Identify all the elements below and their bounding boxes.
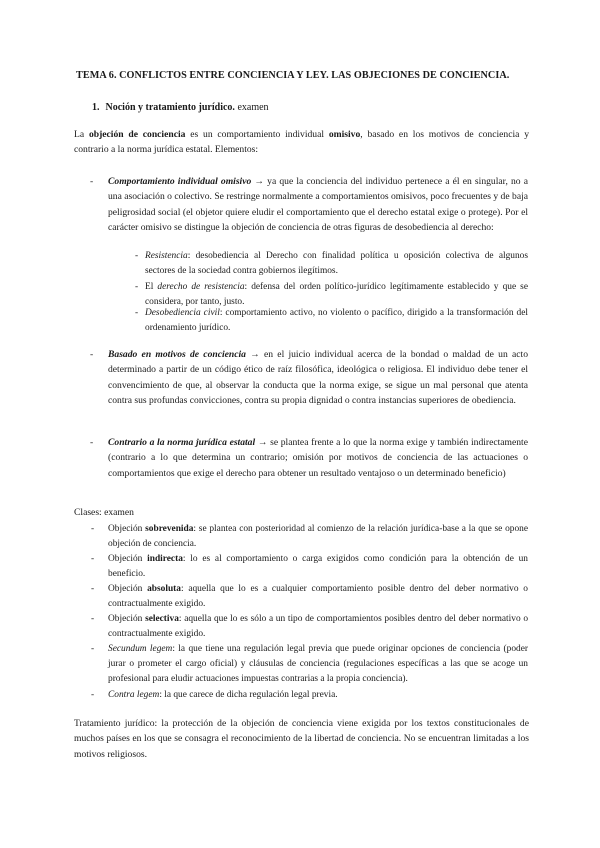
clase-item: - Objeción absoluta: aquella que lo es a cualquier comportamiento posible dentro del deber normativo o contractualmente exigido.: [91, 584, 528, 610]
element-bullet: - Basado en motivos de conciencia → en el juicio individual acerca de la bondad o maldad de un acto determinado a partir de un código ético de raíz filosófica, ideológica o religiosa. El individuo debe tener el convencimiento de que, al observar la conducta que la norma exige, se sigue un mal personal que atenta contra sus profundas convicciones, contra su propia dignidad o contra instancias superiores de obediencia.: [90, 349, 528, 407]
section-heading: [92, 102, 269, 113]
clase-item: - Contra legem: la que carece de dicha regulación legal previa.: [91, 690, 338, 700]
element-bullet: - Comportamiento individual omisivo → ya que la conciencia del individuo pertenece a él en singular, no a una asociación o colectivo. Se restringe normalmente a comportamientos omisivos, poco frecuentes y de baja peligrosidad social (el objetor quiere eludir el comportamiento que el derecho estatal exige o protege). Por el carácter omisivo se distingue la objeción de conciencia de otras figuras de desobediencia al derecho:: [90, 176, 528, 234]
key-term: omisivo: [328, 129, 361, 140]
sub-item: - Resistencia: desobediencia al Derecho con finalidad política u oposición colectiva de algunos sectores de la sociedad contra gobiernos ilegítimos.: [135, 251, 528, 277]
bullet-dash: -: [90, 437, 94, 448]
bullet-dash: -: [90, 349, 94, 360]
page-title: TEMA 6. CONFLICTOS ENTRE CONCIENCIA Y LEY. LAS OBJECIONES DE CONCIENCIA.: [76, 70, 510, 81]
tratamiento-paragraph: Tratamiento jurídico: la protección de la objeción de conciencia viene exigida por los textos constitucionales de muchos países en los que se consagra el reconocimiento de la libertad de conciencia. No se encuentran limitadas a los motivos religiosos.: [74, 718, 529, 760]
element-heading: Contrario a la norma jurídica estatal: [108, 437, 256, 448]
section-number: 1.: [92, 102, 100, 113]
clase-item: - Secundum legem: la que tiene una regulación legal previa que puede originar opciones de conciencia (poder jurar o prometer el cargo oficial) y cláusulas de conciencia (regulaciones específicas a las que se acoge un profesional para eludir actuaciones impuestas contrarias a la propia conciencia).: [91, 644, 528, 685]
sub-term: Desobediencia civil: [145, 308, 220, 318]
sub-item: - El derecho de resistencia: defensa del orden político-jurídico legítimamente establecido y que se considera, por tanto, justo.: [135, 282, 528, 308]
section-title: Noción y tratamiento jurídico.: [105, 102, 235, 113]
sub-item: - Desobediencia civil: comportamiento activo, no violento o pacífico, dirigido a la transformación del ordenamiento jurídico.: [135, 308, 528, 334]
clases-heading: Clases: examen: [74, 507, 134, 518]
intro-paragraph: La objeción de conciencia es un comportamiento individual omisivo, basado en los motivos de conciencia y contrario a la norma jurídica estatal. Elementos:: [74, 129, 529, 156]
clase-item: - Objeción selectiva: aquella que lo es sólo a un tipo de comportamientos posibles dentro del deber normativo o contractualmente exigido.: [91, 614, 529, 640]
element-heading: Comportamiento individual omisivo: [108, 176, 252, 187]
bullet-dash: -: [90, 176, 94, 187]
sub-term: derecho de resistencia: [157, 282, 245, 292]
element-heading: Basado en motivos de conciencia: [108, 349, 246, 360]
element-bullet: - Contrario a la norma jurídica estatal → se plantea frente a lo que la norma exige y también indirectamente (contrario a lo que determina un contrario; omisión por motivos de conciencia de las actuaciones o comportamientos que exige el derecho para obtener un resultado ventajoso o un determinado beneficio): [90, 437, 528, 479]
sub-term: Resistencia: [145, 251, 188, 261]
section-tag: examen: [234, 102, 269, 113]
clase-item: - Objeción sobrevenida: se plantea con posterioridad al comienzo de la relación jurídica-base a la que se opone objeción de conciencia.: [91, 524, 528, 550]
key-term: objeción de conciencia: [88, 129, 186, 140]
clase-item: - Objeción indirecta: lo es al comportamiento o carga exigidos como condición para la obtención de un beneficio.: [91, 554, 528, 580]
